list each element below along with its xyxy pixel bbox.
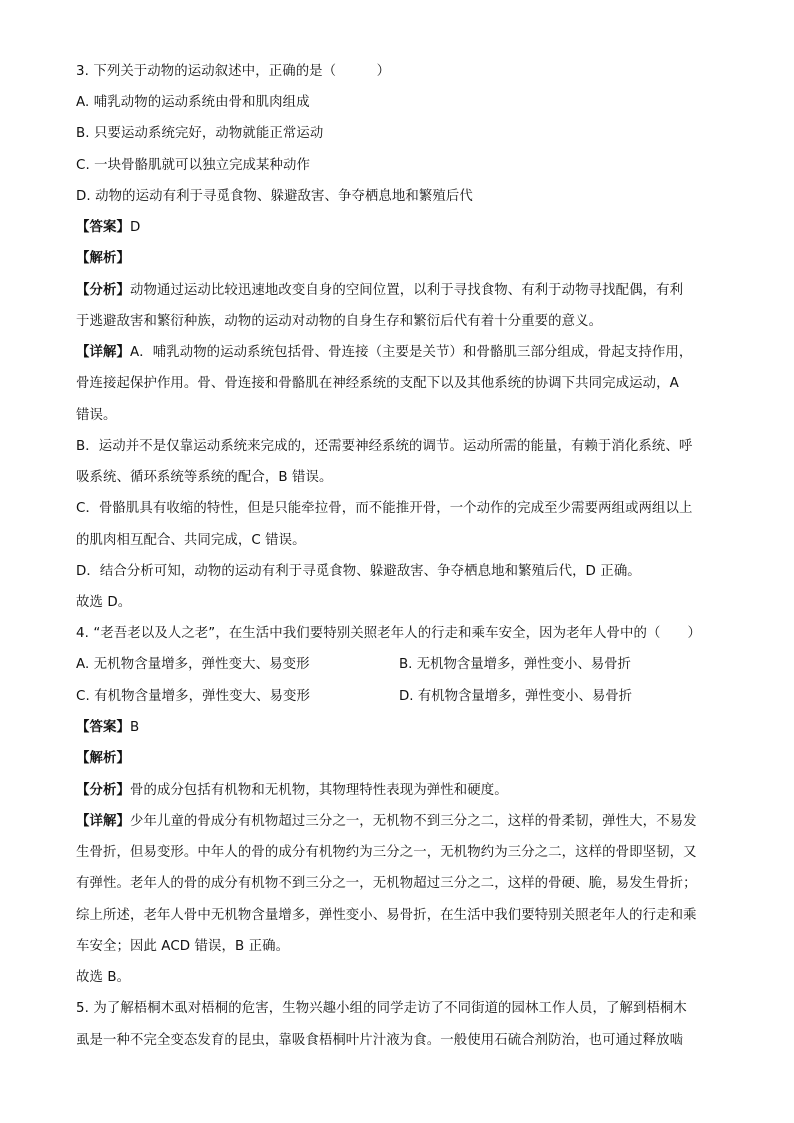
q5-stem-line-1: 5. 为了解梧桐木虱对梧桐的危害，生物兴趣小组的同学走访了不同街道的园林工作人员，了解到梧桐木: [76, 1001, 687, 1016]
q3-option-d: D. 动物的运动有利于寻觅食物、躲避敌害、争夺栖息地和繁殖后代: [76, 189, 473, 204]
q4-detail-line-5: 车安全；因此 ACD 错误，B 正确。: [76, 939, 290, 954]
q4-fenxi-line-1: [76, 781, 508, 801]
q4-detail-line-2: 生骨折，但易变形。中年人的骨的成分有机物约为三分之一，无机物约为三分之二，这样的骨即坚韧，又: [76, 845, 697, 860]
q3-answer-value: D: [129, 220, 141, 235]
q3-c-line-2: 的肌肉相互配合、共同完成，C 错误。: [76, 533, 306, 548]
q4-fenxi-text-1: 骨的成分包括有机物和无机物，其物理特性表现为弹性和硬度。: [129, 783, 508, 798]
q3-d-line-1: D．结合分析可知，动物的运动有利于寻觅食物、躲避敌害、争夺栖息地和繁殖后代，D 正确。: [76, 564, 641, 579]
q3-option-a: A. 哺乳动物的运动系统由骨和肌肉组成: [76, 95, 310, 110]
q4-detail-line-3: 有弹性。老年人的骨的成分有机物不到三分之一，无机物超过三分之二，这样的骨硬、脆，易发生骨折；: [76, 876, 697, 891]
q3-stem: 3. 下列关于动物的运动叙述中，正确的是（ ）: [76, 64, 391, 79]
q3-b-line-2: 吸系统、循环系统等系统的配合，B 错误。: [76, 470, 333, 485]
q4-answer-line: [76, 718, 139, 738]
q4-detail-line-4: 综上所述，老年人骨中无机物含量增多，弹性变小、易骨折，在生活中我们要特别关照老年人的行走和乘: [76, 908, 697, 923]
q4-conclusion: 故选 B。: [76, 970, 131, 985]
q3-detail-text-1: A．哺乳动物的运动系统包括骨、骨连接（主要是关节）和骨骼肌三部分组成，骨起支持作用，: [129, 345, 693, 360]
q3-option-c: C. 一块骨骼肌就可以独立完成某种动作: [76, 158, 311, 173]
q4-detail-text-1: 少年儿童的骨成分有机物超过三分之一，无机物不到三分之二，这样的骨柔韧，弹性大，不易发: [129, 814, 697, 829]
fenxi-label: 【分析】: [76, 283, 130, 298]
q4-stem: 4. “老吾老以及人之老”，在生活中我们要特别关照老年人的行走和乘车安全，因为老年人骨中的（ ）: [76, 626, 701, 641]
q3-fenxi-line-1: [76, 281, 683, 301]
q3-b-line-1: B．运动并不是仅靠运动系统来完成的，还需要神经系统的调节。运动所需的能量，有赖于消化系统、呼: [76, 439, 693, 454]
q3-analysis-label: 【解析】: [76, 251, 130, 266]
q3-fenxi-line-2: 于逃避敌害和繁衍种族，动物的运动对动物的自身生存和繁衍后代有着十分重要的意义。: [76, 314, 603, 329]
q3-c-line-1: C．骨骼肌具有收缩的特性，但是只能牵拉骨，而不能推开骨，一个动作的完成至少需要两组或两组以上: [76, 501, 693, 516]
fenxi-label: 【分析】: [76, 783, 130, 798]
q3-detail-line-3: 错误。: [76, 408, 117, 423]
q3-conclusion: 故选 D。: [76, 595, 132, 610]
answer-label: 【答案】: [76, 720, 130, 735]
q4-answer-value: B: [129, 720, 140, 735]
q4-option-b: B. 无机物含量增多，弹性变小、易骨折: [399, 657, 631, 672]
q3-detail-line-1: [76, 343, 692, 363]
q4-detail-line-1: [76, 812, 697, 832]
q3-detail-line-2: 骨连接起保护作用。骨、骨连接和骨骼肌在神经系统的支配下以及其他系统的协调下共同完成运动，A: [76, 376, 679, 391]
answer-label: 【答案】: [76, 220, 130, 235]
q5-stem-line-2: 虱是一种不完全变态发育的昆虫，靠吸食梧桐叶片汁液为食。一般使用石硫合剂防治，也可通过释放啮: [76, 1033, 684, 1048]
q4-option-d: D. 有机物含量增多，弹性变小、易骨折: [399, 689, 633, 704]
q3-answer-line: [76, 218, 140, 238]
q4-option-a: A. 无机物含量增多，弹性变大、易变形: [76, 657, 310, 672]
detail-label: 【详解】: [76, 345, 130, 360]
q4-option-c: C. 有机物含量增多，弹性变大、易变形: [76, 689, 311, 704]
detail-label: 【详解】: [76, 814, 130, 829]
q3-fenxi-text-1: 动物通过运动比较迅速地改变自身的空间位置，以利于寻找食物、有利于动物寻找配偶，有利: [129, 283, 684, 298]
q3-option-b: B. 只要运动系统完好，动物就能正常运动: [76, 126, 324, 141]
q4-analysis-label: 【解析】: [76, 751, 130, 766]
